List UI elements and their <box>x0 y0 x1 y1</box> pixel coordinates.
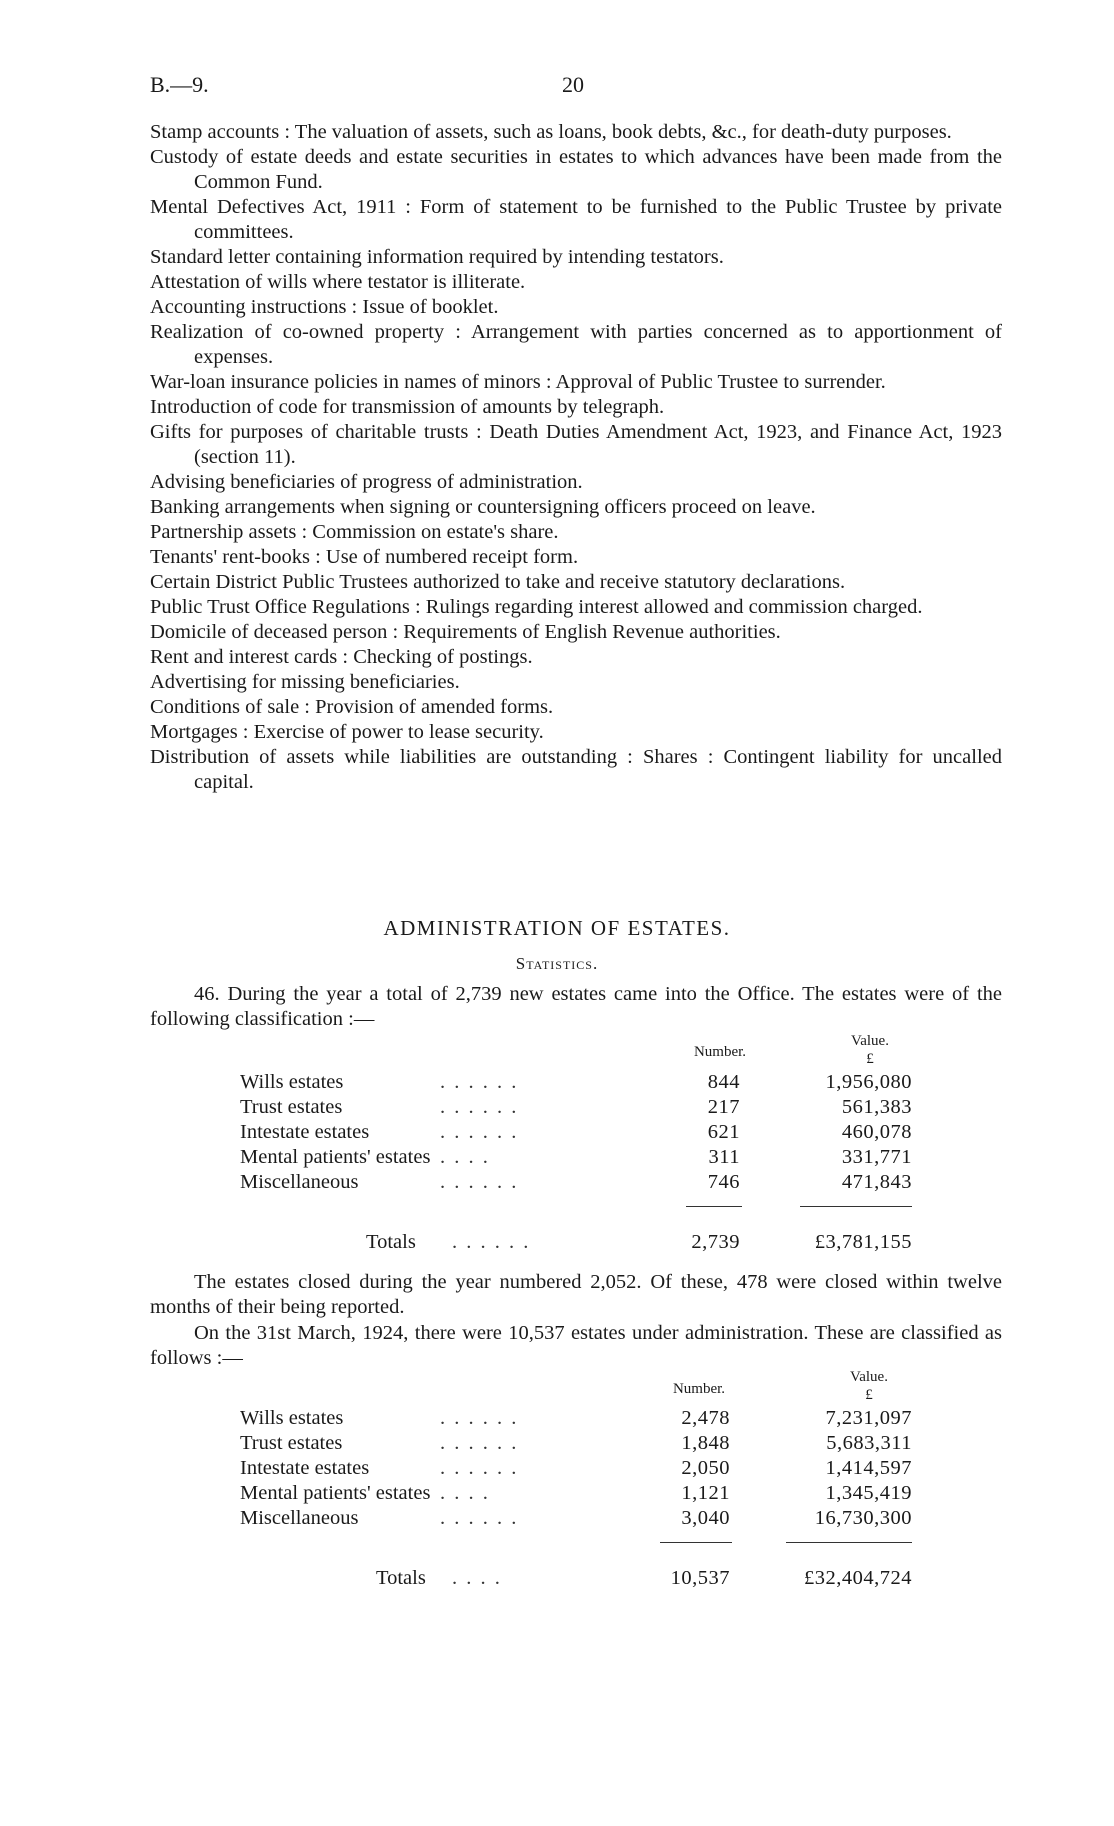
row-value: 7,231,097 <box>825 1407 912 1429</box>
page-number: 20 <box>562 72 584 97</box>
row-number: 311 <box>708 1146 740 1168</box>
topic-item: Advertising for missing beneficiaries. <box>150 671 460 693</box>
leader-dots: . . . . . . <box>440 1432 519 1454</box>
row-number: 1,121 <box>681 1482 730 1504</box>
row-label: Wills estates <box>240 1071 344 1093</box>
row-label: Trust estates <box>240 1096 343 1118</box>
row-number: 844 <box>707 1071 740 1093</box>
column-header-number: Number. <box>693 1044 747 1060</box>
total-label: Totals <box>366 1231 416 1253</box>
topic-item: Stamp accounts : The valuation of assets, such as loans, book debts, &c., for death-duty purposes. <box>150 121 952 143</box>
table-row <box>0 1120 1114 1145</box>
row-number: 3,040 <box>681 1507 730 1529</box>
page-reference: B.—9. <box>150 72 209 97</box>
total-rule-value <box>800 1206 912 1207</box>
paragraph-new-estates: 46. During the year a total of 2,739 new estates came into the Office. The estates were of the following classification :— <box>150 983 1002 1030</box>
row-label: Intestate estates <box>240 1121 370 1143</box>
table-row <box>0 1481 1114 1506</box>
total-value: £32,404,724 <box>804 1567 912 1589</box>
row-label: Mental patients' estates <box>240 1482 431 1504</box>
row-number: 1,848 <box>681 1432 730 1454</box>
table-row <box>0 1431 1114 1456</box>
row-value: 561,383 <box>841 1096 912 1118</box>
row-value: 331,771 <box>841 1146 912 1168</box>
leader-dots: . . . . . . <box>440 1171 519 1193</box>
table-row <box>0 1506 1114 1531</box>
topic-item: Public Trust Office Regulations : Rulings regarding interest allowed and commission charged. <box>150 596 923 618</box>
row-number: 621 <box>707 1121 740 1143</box>
topic-item: Custody of estate deeds and estate securities in estates to which advances have been made from the Common Fund. <box>150 146 1002 193</box>
total-number: 10,537 <box>670 1567 730 1589</box>
section-subtitle: Statistics. <box>515 954 599 973</box>
column-header-value: Value. <box>850 1369 888 1385</box>
row-label: Mental patients' estates <box>240 1146 431 1168</box>
topic-item: Tenants' rent-books : Use of numbered receipt form. <box>150 546 579 568</box>
topic-item: Rent and interest cards : Checking of postings. <box>150 646 533 668</box>
row-label: Miscellaneous <box>240 1171 359 1193</box>
leader-dots: . . . . . . <box>440 1407 519 1429</box>
table-total-row <box>0 1566 1114 1591</box>
column-header-value-unit: £ <box>865 1387 873 1403</box>
leader-dots: . . . . . . <box>440 1096 519 1118</box>
total-number: 2,739 <box>691 1231 740 1253</box>
table-row <box>0 1456 1114 1481</box>
leader-dots: . . . . . . <box>440 1121 519 1143</box>
leader-dots: . . . . <box>440 1146 490 1168</box>
topic-item: Mental Defectives Act, 1911 : Form of statement to be furnished to the Public Trustee by private committees. <box>150 196 1002 243</box>
leader-dots: . . . . <box>440 1482 490 1504</box>
leader-dots: . . . . <box>452 1567 502 1589</box>
topic-item: Domicile of deceased person : Requirements of English Revenue authorities. <box>150 621 781 643</box>
topic-item: Partnership assets : Commission on estate's share. <box>150 521 559 543</box>
topics-list <box>150 120 1002 795</box>
column-header-number: Number. <box>672 1381 726 1397</box>
total-label: Totals <box>376 1567 426 1589</box>
row-label: Wills estates <box>240 1407 344 1429</box>
topic-item: Realization of co-owned property : Arrangement with parties concerned as to apportionment of expenses. <box>150 321 1002 368</box>
row-number: 2,478 <box>681 1407 730 1429</box>
leader-dots: . . . . . . <box>440 1457 519 1479</box>
table-row <box>0 1170 1114 1195</box>
topic-item: Gifts for purposes of charitable trusts : Death Duties Amendment Act, 1923, and Finance Act, 1923 (section 11). <box>150 421 1002 468</box>
row-number: 2,050 <box>681 1457 730 1479</box>
table-row <box>0 1070 1114 1095</box>
topic-item: Mortgages : Exercise of power to lease security. <box>150 721 544 743</box>
topic-item: Accounting instructions : Issue of booklet. <box>150 296 499 318</box>
topic-item: Attestation of wills where testator is illiterate. <box>150 271 526 293</box>
table-total-row <box>0 1230 1114 1255</box>
column-header-value: Value. <box>851 1033 889 1049</box>
row-value: 16,730,300 <box>814 1507 912 1529</box>
section-title: ADMINISTRATION OF ESTATES. <box>383 916 731 940</box>
table-row <box>0 1406 1114 1431</box>
total-value: £3,781,155 <box>814 1231 912 1253</box>
topic-item: Advising beneficiaries of progress of administration. <box>150 471 583 493</box>
row-value: 471,843 <box>841 1171 912 1193</box>
column-header-value-unit: £ <box>866 1051 874 1067</box>
row-number: 746 <box>707 1171 740 1193</box>
row-label: Trust estates <box>240 1432 343 1454</box>
topic-item: Standard letter containing information required by intending testators. <box>150 246 724 268</box>
topic-item: War-loan insurance policies in names of minors : Approval of Public Trustee to surrender. <box>150 371 886 393</box>
row-value: 1,414,597 <box>825 1457 912 1479</box>
table-row <box>0 1145 1114 1170</box>
total-rule-number <box>660 1542 732 1543</box>
row-value: 5,683,311 <box>826 1432 912 1454</box>
topic-item: Distribution of assets while liabilities are outstanding : Shares : Contingent liability for uncalled capital. <box>150 746 1002 793</box>
paragraph-under-administration: On the 31st March, 1924, there were 10,537 estates under administration. These are classified as follows :— <box>150 1322 1002 1369</box>
total-rule-value <box>786 1542 912 1543</box>
leader-dots: . . . . . . <box>440 1507 519 1529</box>
row-value: 1,345,419 <box>825 1482 912 1504</box>
row-label: Miscellaneous <box>240 1507 359 1529</box>
topic-item: Banking arrangements when signing or countersigning officers proceed on leave. <box>150 496 816 518</box>
table-row <box>0 1095 1114 1120</box>
row-number: 217 <box>707 1096 740 1118</box>
leader-dots: . . . . . . <box>452 1231 531 1253</box>
topic-item: Certain District Public Trustees authorized to take and receive statutory declarations. <box>150 571 846 593</box>
paragraph-estates-closed: The estates closed during the year numbered 2,052. Of these, 478 were closed within twelve months of their being reported. <box>150 1271 1002 1318</box>
topic-item: Conditions of sale : Provision of amended forms. <box>150 696 554 718</box>
row-value: 1,956,080 <box>825 1071 912 1093</box>
topic-item: Introduction of code for transmission of amounts by telegraph. <box>150 396 665 418</box>
leader-dots: . . . . . . <box>440 1071 519 1093</box>
row-value: 460,078 <box>841 1121 912 1143</box>
total-rule-number <box>686 1206 742 1207</box>
row-label: Intestate estates <box>240 1457 370 1479</box>
